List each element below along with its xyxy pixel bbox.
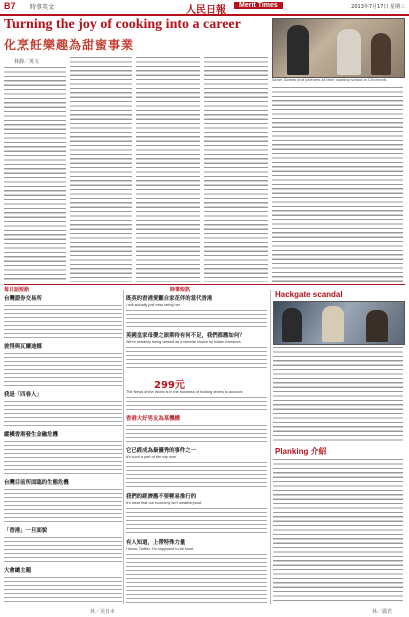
left-item-title: 台灣目前所面臨的生態危機	[4, 480, 69, 486]
mid-item-title: 有人知道，上帶特殊力量	[126, 540, 186, 546]
price-banner: 299元	[154, 380, 185, 391]
left-item-title: 彼得與瓦爾迪娜	[4, 344, 42, 350]
newspaper-name-en: Merit Times	[234, 2, 283, 9]
newspaper-logo: 人民日報	[186, 5, 226, 16]
person-silhouette	[287, 25, 309, 75]
right-section-title-2: Planking 介紹	[275, 447, 327, 456]
headline-en: Turning the joy of cooking into a career	[4, 17, 241, 32]
left-item-title: 縱橫香港發生金融危機	[4, 432, 58, 438]
mid-item-text	[126, 346, 267, 370]
person-silhouette	[366, 310, 388, 342]
photo-caption: Sarah Gomes and partners at their cooking school in Cincinnati.	[272, 78, 388, 82]
mid-item-title: 香港大好男友為某機構	[126, 416, 180, 422]
footer-credit: 林／美日本	[90, 609, 116, 615]
mid-item-en: It's clear that our economy isn't weatherproof.	[126, 501, 203, 505]
left-item-text	[4, 536, 122, 564]
mid-item-en: We're certainly being viewed as a favorite choice by Indian investors.	[126, 340, 242, 344]
mid-item-en: It's such a part of the city now.	[126, 455, 177, 459]
mid-item-title: 我們的經濟應不要輕易推行的	[126, 494, 197, 500]
page-number: B7	[4, 1, 16, 11]
left-item-title: 大會總主題	[4, 568, 31, 574]
left-item-text	[4, 576, 122, 604]
person-silhouette	[337, 29, 361, 75]
person-silhouette	[282, 308, 302, 342]
mid-item-text	[126, 507, 267, 535]
left-item-title: 台灣證券交易所	[4, 296, 42, 302]
byline: 林靜／英文	[14, 59, 40, 65]
mid-item-text	[126, 309, 267, 329]
mid-item-text	[126, 424, 267, 444]
right-column-text-2	[273, 458, 403, 604]
article-photo	[272, 18, 405, 78]
mid-item-text	[126, 553, 267, 603]
headline-cn: 化烹飪樂趣為甜蜜事業	[4, 38, 135, 52]
left-item-text	[4, 304, 122, 340]
article-column-2	[70, 56, 132, 282]
left-item-text	[4, 440, 122, 476]
mid-item-title: 既英的香港愛觀自家花伴的當代香港	[126, 296, 213, 302]
left-item-text	[4, 488, 122, 524]
person-silhouette	[371, 33, 391, 75]
right-column-text	[273, 346, 403, 442]
mid-item-text	[126, 461, 267, 489]
left-item-title: 我是「四春人」	[4, 392, 42, 398]
article-column-3	[136, 56, 200, 282]
mid-item-en: I know, Twitter. I'm supposed to be short.	[126, 547, 195, 551]
article-column-1	[4, 66, 66, 282]
column-divider	[270, 290, 271, 604]
left-item-title: 「香港」一旦面貌	[4, 528, 48, 534]
section-name-cn: 時事英文	[30, 4, 55, 11]
scandal-photo	[273, 301, 405, 345]
section-divider	[4, 284, 405, 285]
page-header	[0, 0, 409, 16]
mid-item-en: The News of the World is in the business of holding others to account.	[126, 390, 244, 394]
issue-date: 2013年7月17日 星期三	[351, 4, 405, 10]
mid-item-title: 英國皇家母嬰之旅期待有何不足，我們都應如何？	[126, 333, 245, 339]
left-item-text	[4, 352, 122, 388]
left-section-label: 每日話短語	[4, 287, 30, 293]
article-column-cn	[272, 86, 403, 282]
mid-item-text	[126, 396, 267, 412]
person-silhouette	[322, 306, 344, 342]
column-divider	[123, 290, 124, 604]
footer-credit: 林／麗君	[372, 609, 393, 615]
article-column-4	[204, 56, 268, 282]
mid-section-label: 時事短訊	[170, 287, 191, 293]
left-item-text	[4, 400, 122, 428]
mid-item-title: 它已經成為最優秀的事件之一	[126, 448, 197, 454]
mid-item-en: I will actually just miss being her.	[126, 303, 181, 307]
right-section-title: Hackgate scandal	[275, 290, 343, 299]
